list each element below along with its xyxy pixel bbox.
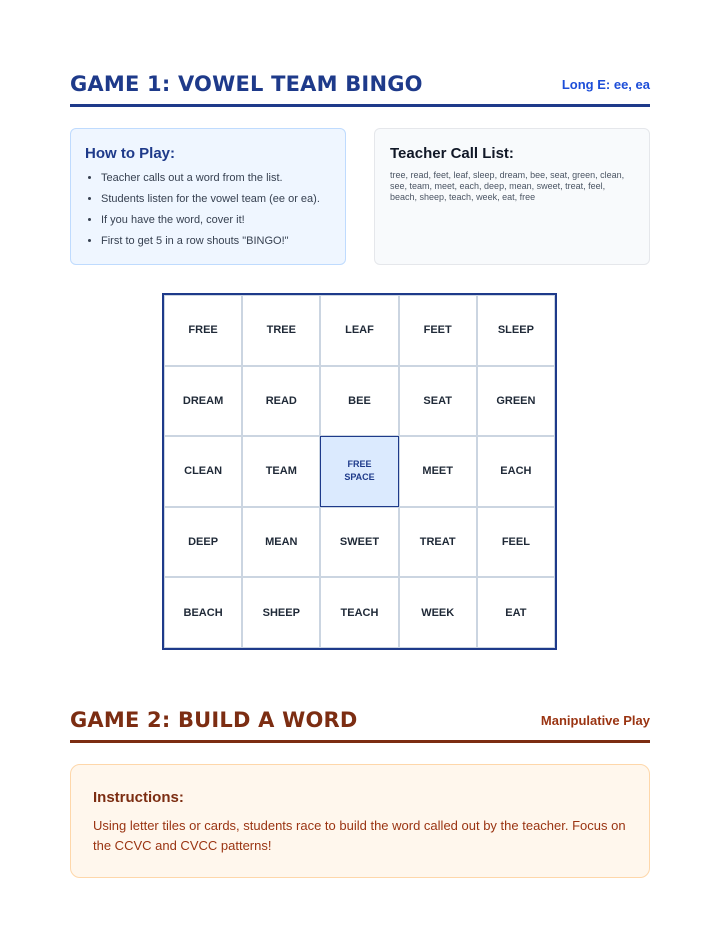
bingo-cell[interactable]: SLEEP [477, 295, 555, 366]
bingo-cell[interactable]: MEAN [242, 507, 320, 578]
instructions-title: Instructions: [93, 789, 184, 806]
bingo-cell[interactable]: SWEET [320, 507, 398, 578]
bingo-cell[interactable]: SHEEP [242, 577, 320, 648]
bingo-cell[interactable]: TREAT [399, 507, 477, 578]
bingo-free-space[interactable]: FREE SPACE [320, 436, 398, 507]
game1-tag: Long E: ee, ea [561, 77, 650, 92]
bingo-cell[interactable]: CLEAN [164, 436, 242, 507]
bingo-cell[interactable]: FEET [399, 295, 477, 366]
bingo-cell[interactable]: WEEK [399, 577, 477, 648]
how-to-play-list [85, 172, 331, 248]
list-item: • If you have the word, cover it! [101, 214, 331, 227]
bingo-cell[interactable]: MEET [399, 436, 477, 507]
bingo-cell[interactable]: BEE [320, 366, 398, 437]
bingo-cell[interactable]: TREE [242, 295, 320, 366]
bingo-cell[interactable]: DREAM [164, 366, 242, 437]
game2-header [70, 702, 650, 743]
list-item: • Students listen for the vowel team (ee or ea). [101, 193, 331, 206]
game1-header [70, 66, 650, 107]
how-to-play-title: How to Play: [85, 145, 176, 162]
game2-tag: Manipulative Play [540, 713, 650, 728]
bingo-cell[interactable]: LEAF [320, 295, 398, 366]
bingo-cell[interactable]: DEEP [164, 507, 242, 578]
list-item: • First to get 5 in a row shouts "BINGO!" [101, 235, 331, 248]
call-list-title: Teacher Call List: [390, 145, 514, 162]
bingo-cell[interactable]: FREE [164, 295, 242, 366]
call-list-words: tree, read, feet, leaf, sleep, dream, bee, seat, green, clean, see, team, meet, each, deep, mean, sweet, treat, feel, beach, sheep, teach, week, eat, free [390, 170, 625, 202]
bingo-cell[interactable]: TEAM [242, 436, 320, 507]
bingo-cell[interactable]: EAT [477, 577, 555, 648]
game1-title: GAME 1: VOWEL TEAM BINGO [70, 72, 423, 96]
bingo-cell[interactable]: SEAT [399, 366, 477, 437]
bingo-cell[interactable]: BEACH [164, 577, 242, 648]
bingo-cell[interactable]: EACH [477, 436, 555, 507]
instructions-box [70, 764, 650, 878]
how-to-play-box [70, 128, 346, 265]
bingo-cell[interactable]: FEEL [477, 507, 555, 578]
game2-title: GAME 2: BUILD A WORD [70, 708, 358, 732]
instructions-text: Using letter tiles or cards, students race to build the word called out by the teacher. Focus on the CCVC and CVCC patterns! [93, 818, 626, 853]
bingo-cell[interactable]: TEACH [320, 577, 398, 648]
bingo-cell[interactable]: READ [242, 366, 320, 437]
bingo-cell[interactable]: GREEN [477, 366, 555, 437]
bingo-board [162, 293, 557, 650]
list-item: • Teacher calls out a word from the list. [101, 172, 331, 185]
teacher-call-list-box [374, 128, 650, 265]
